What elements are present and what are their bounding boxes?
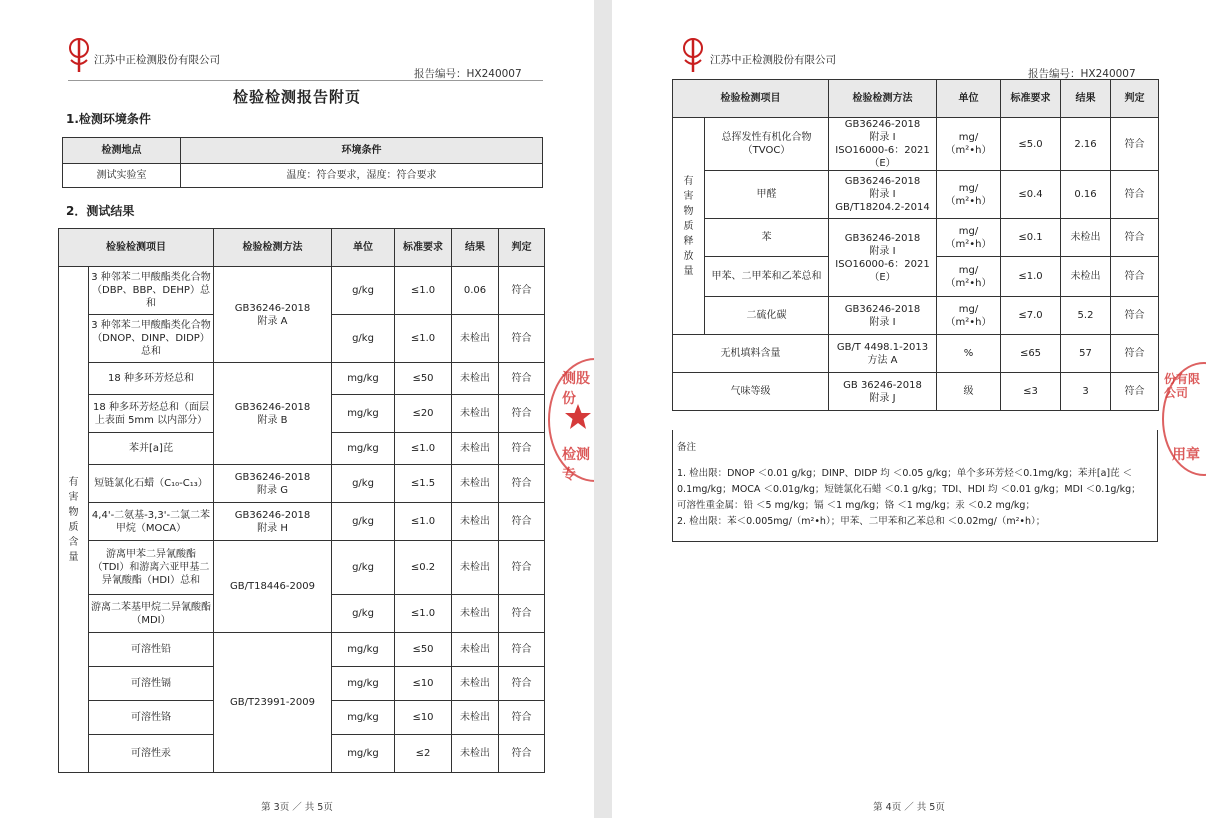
unit: g/kg	[332, 503, 395, 541]
page-title: 检验检测报告附页	[232, 88, 361, 106]
verdict: 符合	[1111, 171, 1159, 219]
method-cell	[829, 335, 937, 373]
item-name: 可溶性汞	[89, 735, 214, 773]
item-name: 二硫化碳	[705, 297, 829, 335]
notes-box	[672, 430, 1158, 542]
notes-line: 可溶性重金属：铅 ＜5 mg/kg；镉 ＜1 mg/kg；铬 ＜1 mg/kg；汞 ＜0.2 mg/kg；	[677, 500, 1035, 511]
verdict: 符合	[499, 503, 545, 541]
category-harmful-content: 有害物质含量	[59, 267, 89, 773]
method-code: GB/T 4498.1-2013	[836, 341, 929, 353]
requirement: ≤1.0	[395, 433, 452, 465]
table-row	[59, 633, 545, 667]
table-row	[673, 219, 1159, 257]
env-conditions: 温度：符合要求，湿度：符合要求	[181, 164, 543, 188]
requirement: ≤1.5	[395, 465, 452, 503]
requirement: ≤1.0	[395, 595, 452, 633]
verdict: 符合	[499, 267, 545, 315]
method-cell	[214, 267, 332, 363]
method-code: GB36246-2018	[844, 119, 921, 130]
requirement: ≤50	[395, 363, 452, 395]
unit: g/kg	[332, 541, 395, 595]
unit: mg/kg	[332, 433, 395, 465]
result: 未检出	[1061, 219, 1111, 257]
method-code: GB36246-2018	[234, 401, 311, 413]
notes-line: 2. 检出限：苯＜0.005mg/（m²•h）；甲苯、二甲苯和乙苯总和 ＜0.02mg/（m²•h）；	[677, 516, 1046, 527]
item-name: 18 种多环芳烃总和	[89, 363, 214, 395]
item-name: 游离二苯基甲烷二异氰酸酯（MDI）	[89, 595, 214, 633]
result: 未检出	[452, 433, 499, 465]
release-results-table	[672, 79, 1159, 411]
method-code-2: GB/T18204.2-2014	[835, 202, 930, 213]
unit: g/kg	[332, 315, 395, 363]
method-cell: GB/T18446-2009	[214, 541, 332, 633]
method-code: GB36246-2018	[234, 302, 311, 314]
table-row	[59, 363, 545, 395]
table-row	[59, 465, 545, 503]
method-cell	[214, 503, 332, 541]
method-code-2: ISO16000-6：2021	[835, 258, 930, 270]
unit: mg/kg	[332, 735, 395, 773]
table-row	[59, 503, 545, 541]
unit: mg/（m²•h）	[937, 219, 1001, 257]
header-divider	[68, 80, 543, 81]
result: 未检出	[452, 701, 499, 735]
stamp-text-bottom: 用章	[1172, 447, 1200, 463]
page-gutter	[594, 0, 612, 818]
requirement: ≤1.0	[395, 267, 452, 315]
item-name: 可溶性镉	[89, 667, 214, 701]
stamp-text-bottom: 检测专	[562, 447, 590, 483]
table-row	[59, 541, 545, 595]
unit: mg/（m²•h）	[937, 257, 1001, 297]
unit: 级	[937, 373, 1001, 411]
header-requirement: 标准要求	[395, 229, 452, 267]
result: 未检出	[452, 595, 499, 633]
result: 未检出	[452, 541, 499, 595]
unit: mg/kg	[332, 633, 395, 667]
header-item: 检验检测项目	[59, 229, 214, 267]
method-appendix: 附录 G	[257, 484, 288, 496]
header-verdict: 判定	[1111, 80, 1159, 118]
stamp-text-top: 测股份	[562, 371, 590, 407]
verdict: 符合	[1111, 373, 1159, 411]
method-code: GB36246-2018	[844, 303, 921, 315]
verdict: 符合	[499, 465, 545, 503]
result: 0.16	[1061, 171, 1111, 219]
verdict: 符合	[499, 433, 545, 465]
company-logo-icon	[68, 38, 90, 74]
section-environment-title: 1.检测环境条件	[66, 112, 151, 126]
notes-title: 备注	[677, 442, 697, 453]
method-appendix: 附录 I	[869, 245, 896, 257]
env-location: 测试实验室	[63, 164, 181, 188]
header-item: 检验检测项目	[673, 80, 829, 118]
company-logo-icon	[682, 38, 704, 74]
requirement: ≤0.2	[395, 541, 452, 595]
item-name: 4,4'-二氨基-3,3'-二氯二苯甲烷（MOCA）	[89, 503, 214, 541]
requirement: ≤0.4	[1001, 171, 1061, 219]
header-unit: 单位	[937, 80, 1001, 118]
verdict: 符合	[499, 541, 545, 595]
requirement: ≤0.1	[1001, 219, 1061, 257]
verdict: 符合	[1111, 297, 1159, 335]
environment-table	[62, 137, 543, 188]
verdict: 符合	[499, 315, 545, 363]
requirement: ≤50	[395, 633, 452, 667]
unit: g/kg	[332, 595, 395, 633]
item-name: 短链氯化石蜡（C₁₀-C₁₃）	[89, 465, 214, 503]
requirement: ≤2	[395, 735, 452, 773]
item-name: 可溶性铬	[89, 701, 214, 735]
item-name: 甲醛	[705, 171, 829, 219]
verdict: 符合	[499, 363, 545, 395]
header-result: 结果	[1061, 80, 1111, 118]
category-harmful-release: 有害物质释放量	[673, 118, 705, 335]
result: 57	[1061, 335, 1111, 373]
method-cell	[829, 219, 937, 297]
verdict: 符合	[1111, 118, 1159, 171]
unit: %	[937, 335, 1001, 373]
result: 未检出	[1061, 257, 1111, 297]
verdict: 符合	[499, 701, 545, 735]
item-name: 无机填料含量	[673, 335, 829, 373]
method-cell	[829, 171, 937, 219]
company-name: 江苏中正检测股份有限公司	[94, 54, 220, 66]
method-code: GB36246-2018	[844, 232, 921, 244]
item-name: 3 种邻苯二甲酸酯类化合物（DNOP、DINP、DIDP）总和	[89, 315, 214, 363]
section-results-title: 2．测试结果	[66, 204, 135, 218]
method-cell	[829, 118, 937, 171]
method-appendix: 方法 A	[867, 354, 898, 366]
method-cell: GB/T23991-2009	[214, 633, 332, 773]
requirement: ≤1.0	[395, 503, 452, 541]
result: 0.06	[452, 267, 499, 315]
item-name: 可溶性铅	[89, 633, 214, 667]
requirement: ≤1.0	[395, 315, 452, 363]
header-requirement: 标准要求	[1001, 80, 1061, 118]
page-footer: 第 4页 ／ 共 5页	[873, 802, 945, 813]
verdict: 符合	[1111, 219, 1159, 257]
method-code: GB36246-2018	[844, 176, 921, 187]
verdict: 符合	[499, 667, 545, 701]
item-name: 游离甲苯二异氰酸酯（TDI）和游离六亚甲基二异氰酸酯（HDI）总和	[89, 541, 214, 595]
method-code: GB 36246-2018	[843, 379, 922, 391]
item-name: 苯并[a]芘	[89, 433, 214, 465]
company-name: 江苏中正检测股份有限公司	[710, 54, 836, 66]
unit: mg/kg	[332, 363, 395, 395]
env-header-conditions: 环境条件	[181, 138, 543, 164]
table-row	[673, 297, 1159, 335]
page-footer: 第 3页 ／ 共 5页	[261, 802, 333, 813]
method-appendix: 附录 B	[257, 414, 288, 426]
verdict: 符合	[499, 633, 545, 667]
unit: mg/（m²•h）	[937, 297, 1001, 335]
unit: mg/kg	[332, 701, 395, 735]
verdict: 符合	[1111, 335, 1159, 373]
result: 未检出	[452, 395, 499, 433]
report-number: 报告编号：HX240007	[414, 68, 522, 80]
env-header-location: 检测地点	[63, 138, 181, 164]
table-row	[673, 171, 1159, 219]
header-result: 结果	[452, 229, 499, 267]
method-appendix: 附录 I	[869, 316, 896, 328]
item-name: 3 种邻苯二甲酸酯类化合物（DBP、BBP、DEHP）总和	[89, 267, 214, 315]
results-table	[58, 228, 545, 773]
method-appendix: 附录 A	[257, 315, 288, 327]
notes-line: 1. 检出限：DNOP ＜0.01 g/kg；DINP、DIDP 均 ＜0.05 g/kg；单个多环芳烃＜0.1mg/kg；苯并[a]芘 ＜	[677, 468, 1133, 479]
result: 未检出	[452, 503, 499, 541]
unit: mg/（m²•h）	[937, 118, 1001, 171]
result: 3	[1061, 373, 1111, 411]
result: 未检出	[452, 667, 499, 701]
table-row	[673, 118, 1159, 171]
verdict: 符合	[499, 735, 545, 773]
verdict: 符合	[499, 595, 545, 633]
method-cell	[829, 373, 937, 411]
requirement: ≤1.0	[1001, 257, 1061, 297]
method-cell	[214, 465, 332, 503]
result: 未检出	[452, 633, 499, 667]
unit: g/kg	[332, 267, 395, 315]
table-row	[673, 335, 1159, 373]
result: 5.2	[1061, 297, 1111, 335]
requirement: ≤10	[395, 701, 452, 735]
requirement: ≤10	[395, 667, 452, 701]
requirement: ≤5.0	[1001, 118, 1061, 171]
header-unit: 单位	[332, 229, 395, 267]
unit: mg/kg	[332, 667, 395, 701]
report-page-3	[0, 0, 594, 818]
verdict: 符合	[1111, 257, 1159, 297]
result: 未检出	[452, 465, 499, 503]
method-cell	[829, 297, 937, 335]
result: 未检出	[452, 735, 499, 773]
item-name: 18 种多环芳烃总和（面层上表面 5mm 以内部分）	[89, 395, 214, 433]
result: 2.16	[1061, 118, 1111, 171]
method-code: GB36246-2018	[234, 471, 311, 483]
requirement: ≤20	[395, 395, 452, 433]
header-method: 检验检测方法	[829, 80, 937, 118]
unit: g/kg	[332, 465, 395, 503]
method-appendix: 附录 I	[869, 189, 896, 200]
result: 未检出	[452, 315, 499, 363]
unit: mg/（m²•h）	[937, 171, 1001, 219]
method-edition: （E）	[869, 271, 896, 283]
method-edition: （E）	[869, 158, 896, 169]
method-appendix: 附录 I	[869, 132, 896, 143]
item-name: 苯	[705, 219, 829, 257]
requirement: ≤65	[1001, 335, 1061, 373]
stamp-text-top: 份有限公司	[1164, 372, 1201, 400]
method-appendix: 附录 H	[257, 522, 288, 534]
method-cell	[214, 363, 332, 465]
table-row	[673, 373, 1159, 411]
result: 未检出	[452, 363, 499, 395]
table-row	[59, 267, 545, 315]
item-name: 总挥发性有机化合物（TVOC）	[705, 118, 829, 171]
notes-line: 0.1mg/kg；MOCA ＜0.01g/kg；短链氯化石蜡 ＜0.1 g/kg；TDI、HDI 均 ＜0.01 g/kg；MDI ＜0.1g/kg；	[677, 484, 1141, 495]
method-code: GB36246-2018	[234, 509, 311, 521]
report-number: 报告编号：HX240007	[1028, 68, 1136, 80]
method-appendix: 附录 J	[869, 392, 896, 404]
verdict: 符合	[499, 395, 545, 433]
unit: mg/kg	[332, 395, 395, 433]
method-code-2: ISO16000-6：2021	[835, 145, 930, 156]
item-name: 气味等级	[673, 373, 829, 411]
requirement: ≤3	[1001, 373, 1061, 411]
stamp-star-icon	[564, 403, 592, 431]
header-method: 检验检测方法	[214, 229, 332, 267]
item-name: 甲苯、二甲苯和乙苯总和	[705, 257, 829, 297]
requirement: ≤7.0	[1001, 297, 1061, 335]
header-verdict: 判定	[499, 229, 545, 267]
